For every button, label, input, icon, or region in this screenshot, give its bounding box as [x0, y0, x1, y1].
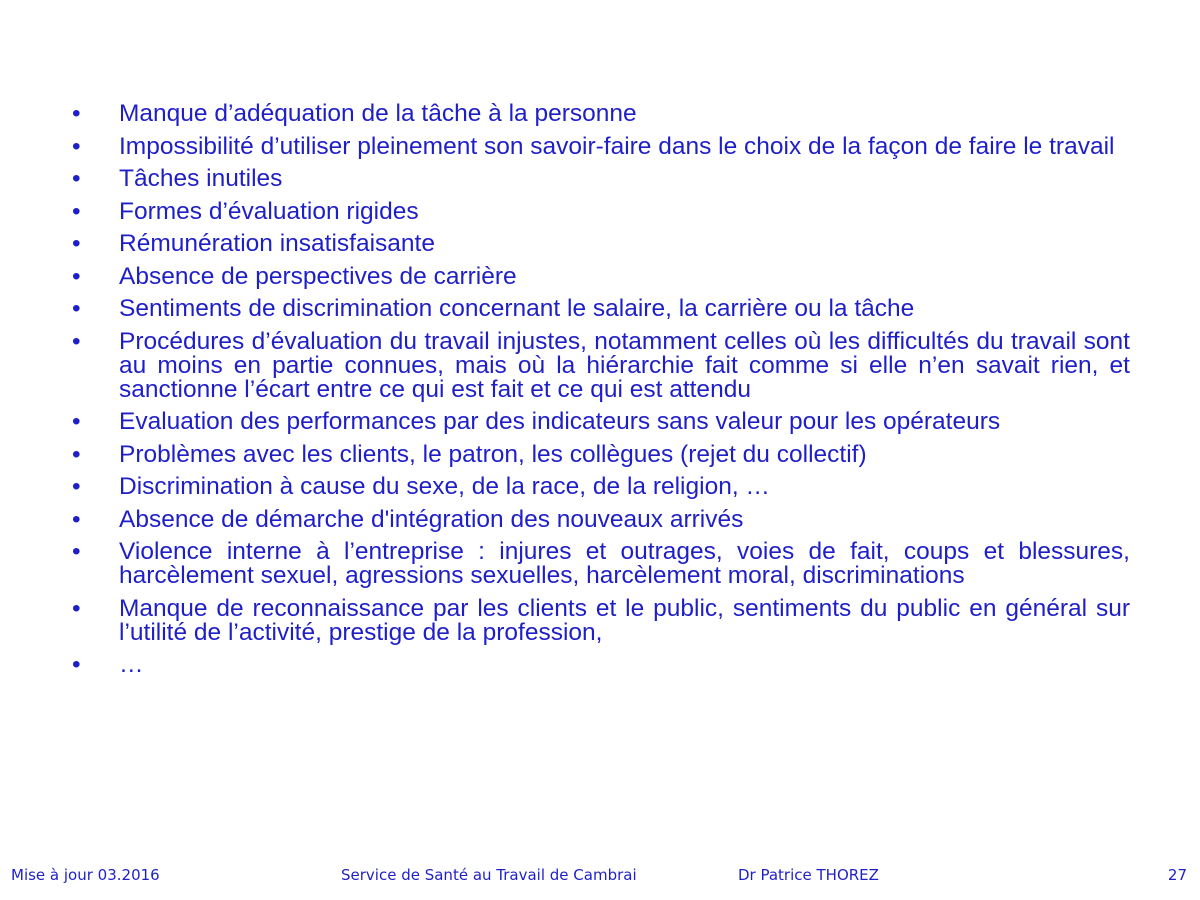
list-item-text: Impossibilité d’utiliser pleinement son savoir-faire dans le choix de la façon de faire le travail	[119, 132, 1115, 160]
bullet-marker: •	[72, 165, 81, 192]
list-item	[72, 410, 1130, 434]
list-item-text: Absence de perspectives de carrière	[119, 262, 517, 290]
bullet-list	[72, 102, 1130, 686]
bullet-marker: •	[72, 295, 81, 322]
bullet-marker: •	[72, 262, 81, 290]
list-item-text: Manque d’adéquation de la tâche à la personne	[119, 100, 637, 127]
list-item-text: Procédures d’évaluation du travail injustes, notamment celles où les difficultés du travail sont au moins en partie connues, mais où la hiérarchie fait comme si elle n’en savait rien, et sanctionne l’écart entre ce qui est fait et ce qui est attendu	[119, 327, 1130, 403]
list-item	[72, 262, 1130, 290]
list-item	[72, 440, 1130, 468]
list-item-text: Formes d’évaluation rigides	[119, 197, 419, 225]
footer-author: Dr Patrice THOREZ	[738, 866, 879, 884]
list-item-text: Problèmes avec les clients, le patron, les collègues (rejet du collectif)	[119, 440, 867, 468]
list-item-text: …	[119, 651, 144, 678]
list-item-text: Discrimination à cause du sexe, de la race, de la religion, …	[119, 473, 770, 500]
footer-service-name: Service de Santé au Travail de Cambrai	[341, 866, 637, 884]
bullet-marker: •	[72, 505, 81, 533]
list-item	[72, 594, 1130, 646]
bullet-marker: •	[72, 440, 81, 468]
bullet-marker: •	[72, 230, 81, 257]
list-item	[72, 653, 1130, 677]
list-item	[72, 167, 1130, 191]
list-item	[72, 297, 1130, 321]
page-number: 27	[1167, 866, 1187, 884]
bullet-marker: •	[72, 651, 81, 678]
bullet-marker: •	[72, 197, 81, 225]
bullet-marker: •	[72, 538, 81, 565]
bullet-marker: •	[72, 594, 81, 622]
list-item	[72, 102, 1130, 126]
list-item	[72, 505, 1130, 533]
bullet-marker: •	[72, 408, 81, 435]
list-item	[72, 232, 1130, 256]
bullet-marker: •	[72, 132, 81, 160]
list-item-text: Manque de reconnaissance par les clients et le public, sentiments du public en général sur l’utilité de l’activité, prestige de la profession,	[119, 594, 1130, 646]
list-item	[72, 132, 1130, 160]
list-item	[72, 327, 1130, 403]
list-item-text: Tâches inutiles	[119, 165, 283, 192]
bullet-marker: •	[72, 100, 81, 127]
list-item	[72, 475, 1130, 499]
list-item-text: Violence interne à l’entreprise : injures et outrages, voies de fait, coups et blessures, harcèlement sexuel, agressions sexuelles, harcèlement moral, discriminations	[119, 538, 1130, 589]
list-item-text: Sentiments de discrimination concernant le salaire, la carrière ou la tâche	[119, 295, 915, 322]
list-item-text: Absence de démarche d'intégration des nouveaux arrivés	[119, 505, 744, 533]
list-item	[72, 540, 1130, 588]
list-item-text: Rémunération insatisfaisante	[119, 230, 435, 257]
list-item	[72, 197, 1130, 225]
footer-update-date: Mise à jour 03.2016	[11, 866, 160, 884]
bullet-marker: •	[72, 327, 81, 355]
list-item-text: Evaluation des performances par des indicateurs sans valeur pour les opérateurs	[119, 408, 1001, 435]
bullet-marker: •	[72, 473, 81, 500]
